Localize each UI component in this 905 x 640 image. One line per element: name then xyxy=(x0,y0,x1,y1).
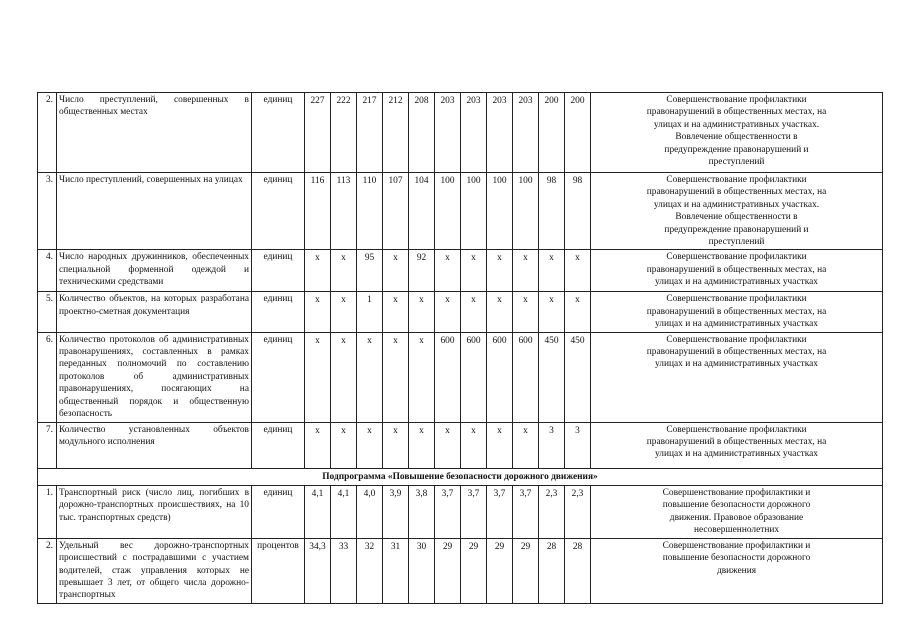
activity-description xyxy=(591,486,883,539)
activity-line: Совершенствование профилактики xyxy=(666,175,807,185)
indicator-value: x xyxy=(461,292,487,332)
indicator-value: 3 xyxy=(539,422,565,468)
indicator-value: 104 xyxy=(409,173,435,250)
indicator-value: 113 xyxy=(331,173,357,250)
row-number: 5. xyxy=(38,292,57,332)
indicator-value: 33 xyxy=(331,538,357,603)
indicator-value: 2,3 xyxy=(539,486,565,539)
activity-line: предупреждение правонарушений и xyxy=(664,144,809,155)
unit-of-measure: единиц xyxy=(252,250,305,292)
indicator-name: Количество объектов, на которых разработана проектно-сметная документация xyxy=(57,292,252,332)
indicator-value: x xyxy=(539,250,565,292)
indicator-name: Число преступлений, совершенных на улицах xyxy=(57,173,252,250)
activity-line: Совершенствование профилактики xyxy=(666,424,807,435)
indicator-value: x xyxy=(331,422,357,468)
activity-description xyxy=(591,538,883,603)
indicator-value: 2,3 xyxy=(565,486,591,539)
indicator-value: x xyxy=(305,332,331,422)
activity-line: преступлений xyxy=(708,237,765,248)
indicator-value: 110 xyxy=(357,173,383,250)
activity-line: Совершенствование профилактики xyxy=(666,334,807,345)
row-number: 3. xyxy=(38,173,57,250)
indicator-value: 4,1 xyxy=(331,486,357,539)
indicator-value: 34,3 xyxy=(305,538,331,603)
activity-line: правонарушений в общественных местах, на xyxy=(646,264,827,275)
table-row xyxy=(38,332,883,422)
activity-line: Совершенствование профилактики xyxy=(666,294,807,305)
indicator-value: 100 xyxy=(487,173,513,250)
activity-line: движения xyxy=(716,565,757,576)
indicator-value: x xyxy=(435,292,461,332)
unit-of-measure: единиц xyxy=(252,486,305,539)
indicator-value: 28 xyxy=(565,538,591,603)
table-row xyxy=(38,422,883,468)
table-row xyxy=(38,93,883,173)
indicator-value: x xyxy=(461,422,487,468)
activity-line: движения. Правовое образование xyxy=(669,512,804,523)
unit-of-measure: единиц xyxy=(252,292,305,332)
indicator-value: 3,7 xyxy=(435,486,461,539)
indicator-value: 3,8 xyxy=(409,486,435,539)
indicator-value: x xyxy=(357,332,383,422)
indicator-value: x xyxy=(409,422,435,468)
table-row xyxy=(38,250,883,292)
indicator-value: 600 xyxy=(435,332,461,422)
indicator-value: 95 xyxy=(357,250,383,292)
indicator-value: x xyxy=(331,292,357,332)
activity-description xyxy=(591,93,883,173)
indicator-name: Число народных дружинников, обеспеченных специальной форменной одеждой и техническими средствами xyxy=(57,250,252,292)
activity-line: улицах и на административных участках xyxy=(655,277,818,288)
indicator-value: x xyxy=(487,422,513,468)
activity-line: Совершенствование профилактики и xyxy=(662,488,811,499)
indicator-value: 3,7 xyxy=(513,486,539,539)
indicator-value: 4,0 xyxy=(357,486,383,539)
activity-description xyxy=(591,173,883,250)
indicator-value: x xyxy=(539,292,565,332)
indicator-value: 30 xyxy=(409,538,435,603)
indicator-name: Количество установленных объектов модульного исполнения xyxy=(57,422,252,468)
indicator-value: x xyxy=(305,422,331,468)
indicator-value: x xyxy=(357,422,383,468)
unit-of-measure: единиц xyxy=(252,332,305,422)
row-number: 4. xyxy=(38,250,57,292)
activity-line: правонарушений в общественных местах, на xyxy=(646,437,827,448)
subprogram-header-row xyxy=(38,468,883,485)
activity-line: Вовлечение общественности в xyxy=(675,212,798,223)
indicator-value: 4,1 xyxy=(305,486,331,539)
indicator-value: x xyxy=(383,332,409,422)
activity-line: улицах и на административных участках. xyxy=(653,199,820,210)
activity-line: преступлений xyxy=(708,157,765,168)
indicator-value: x xyxy=(331,250,357,292)
indicator-value: x xyxy=(487,292,513,332)
table-row xyxy=(38,173,883,250)
indicator-value: x xyxy=(513,422,539,468)
indicator-value: 100 xyxy=(435,173,461,250)
indicator-value: x xyxy=(487,250,513,292)
unit-of-measure: процентов xyxy=(252,538,305,603)
activity-line: Совершенствование профилактики xyxy=(666,252,807,263)
indicator-value: x xyxy=(565,250,591,292)
activity-line: Совершенствование профилактики xyxy=(666,95,807,105)
indicator-value: x xyxy=(305,292,331,332)
indicator-value: x xyxy=(461,250,487,292)
indicator-value: 450 xyxy=(565,332,591,422)
subprogram-title: Подпрограмма «Повышение безопасности дорожного движения» xyxy=(38,468,883,485)
row-number: 2. xyxy=(38,538,57,603)
activity-line: повышение безопасности дорожного xyxy=(662,500,811,511)
indicator-value: 29 xyxy=(513,538,539,603)
activity-description xyxy=(591,250,883,292)
indicator-value: 100 xyxy=(461,173,487,250)
activity-line: предупреждение правонарушений и xyxy=(664,224,809,235)
row-number: 2. xyxy=(38,93,57,173)
indicator-value: 200 xyxy=(565,93,591,173)
activity-line: улицах и на административных участках xyxy=(655,319,818,330)
indicator-value: 98 xyxy=(565,173,591,250)
activity-line: Совершенствование профилактики и xyxy=(662,540,811,551)
activity-line: правонарушений в общественных местах, на xyxy=(646,187,827,198)
activity-line: улицах и на административных участках xyxy=(655,359,818,370)
table-row xyxy=(38,486,883,539)
indicator-name: Количество протоколов об административных правонарушениях, составленных в рамках переданных полномочий по составлению протоколов об административных правонарушениях, посягающих на общественный порядок и общественную безопасность xyxy=(57,332,252,422)
indicator-value: 3 xyxy=(565,422,591,468)
indicator-value: 31 xyxy=(383,538,409,603)
indicator-value: 32 xyxy=(357,538,383,603)
indicator-value: x xyxy=(513,292,539,332)
indicator-value: 3,7 xyxy=(487,486,513,539)
indicator-value: 203 xyxy=(461,93,487,173)
indicator-value: x xyxy=(305,250,331,292)
activity-line: улицах и на административных участках. xyxy=(653,119,820,130)
table-row xyxy=(38,292,883,332)
indicator-value: 227 xyxy=(305,93,331,173)
row-number: 6. xyxy=(38,332,57,422)
activity-description xyxy=(591,292,883,332)
indicator-value: 3,9 xyxy=(383,486,409,539)
indicator-value: 203 xyxy=(435,93,461,173)
indicator-value: 29 xyxy=(487,538,513,603)
indicator-value: 222 xyxy=(331,93,357,173)
indicator-name: Число преступлений, совершенных в общественных местах xyxy=(57,93,252,173)
indicator-value: 28 xyxy=(539,538,565,603)
indicator-value: 212 xyxy=(383,93,409,173)
activity-description xyxy=(591,332,883,422)
indicator-value: 450 xyxy=(539,332,565,422)
indicator-value: 29 xyxy=(461,538,487,603)
indicator-value: x xyxy=(409,332,435,422)
activity-line: правонарушений в общественных местах, на xyxy=(646,306,827,317)
indicator-value: 29 xyxy=(435,538,461,603)
activity-line: несовершеннолетних xyxy=(693,525,780,536)
indicator-name: Удельный вес дорожно-транспортных происшествий с пострадавшими с участием водителей, стаж управления которых не превышает 3 лет, от общего числа дорожно-транспортных xyxy=(57,538,252,603)
row-number: 1. xyxy=(38,486,57,539)
activity-line: повышение безопасности дорожного xyxy=(662,553,811,564)
indicator-value: 203 xyxy=(487,93,513,173)
indicators-table xyxy=(37,92,883,604)
indicator-value: 100 xyxy=(513,173,539,250)
activity-line: улицах и на административных участках xyxy=(655,449,818,460)
activity-line: правонарушений в общественных местах, на xyxy=(646,107,827,118)
indicator-value: x xyxy=(565,292,591,332)
indicator-value: 203 xyxy=(513,93,539,173)
indicator-value: 1 xyxy=(357,292,383,332)
activity-line: Вовлечение общественности в xyxy=(675,132,798,143)
row-number: 7. xyxy=(38,422,57,468)
indicator-value: 107 xyxy=(383,173,409,250)
indicator-value: x xyxy=(513,250,539,292)
indicator-value: x xyxy=(383,292,409,332)
indicator-value: 600 xyxy=(487,332,513,422)
unit-of-measure: единиц xyxy=(252,422,305,468)
indicator-value: 200 xyxy=(539,93,565,173)
indicator-value: x xyxy=(383,422,409,468)
activity-description xyxy=(591,422,883,468)
indicator-value: x xyxy=(409,292,435,332)
indicator-value: 98 xyxy=(539,173,565,250)
activity-line: правонарушений в общественных местах, на xyxy=(646,347,827,358)
indicator-value: x xyxy=(435,422,461,468)
indicator-value: 208 xyxy=(409,93,435,173)
table-row xyxy=(38,538,883,603)
indicator-value: 3,7 xyxy=(461,486,487,539)
indicator-value: x xyxy=(435,250,461,292)
indicator-value: 92 xyxy=(409,250,435,292)
indicator-value: 217 xyxy=(357,93,383,173)
indicator-name: Транспортный риск (число лиц, погибших в дорожно-транспортных происшествиях, на 10 тыс. транспортных средств) xyxy=(57,486,252,539)
indicator-value: 600 xyxy=(513,332,539,422)
indicator-value: x xyxy=(383,250,409,292)
indicator-value: 600 xyxy=(461,332,487,422)
indicator-value: 116 xyxy=(305,173,331,250)
indicator-value: x xyxy=(331,332,357,422)
unit-of-measure: единиц xyxy=(252,93,305,173)
unit-of-measure: единиц xyxy=(252,173,305,250)
